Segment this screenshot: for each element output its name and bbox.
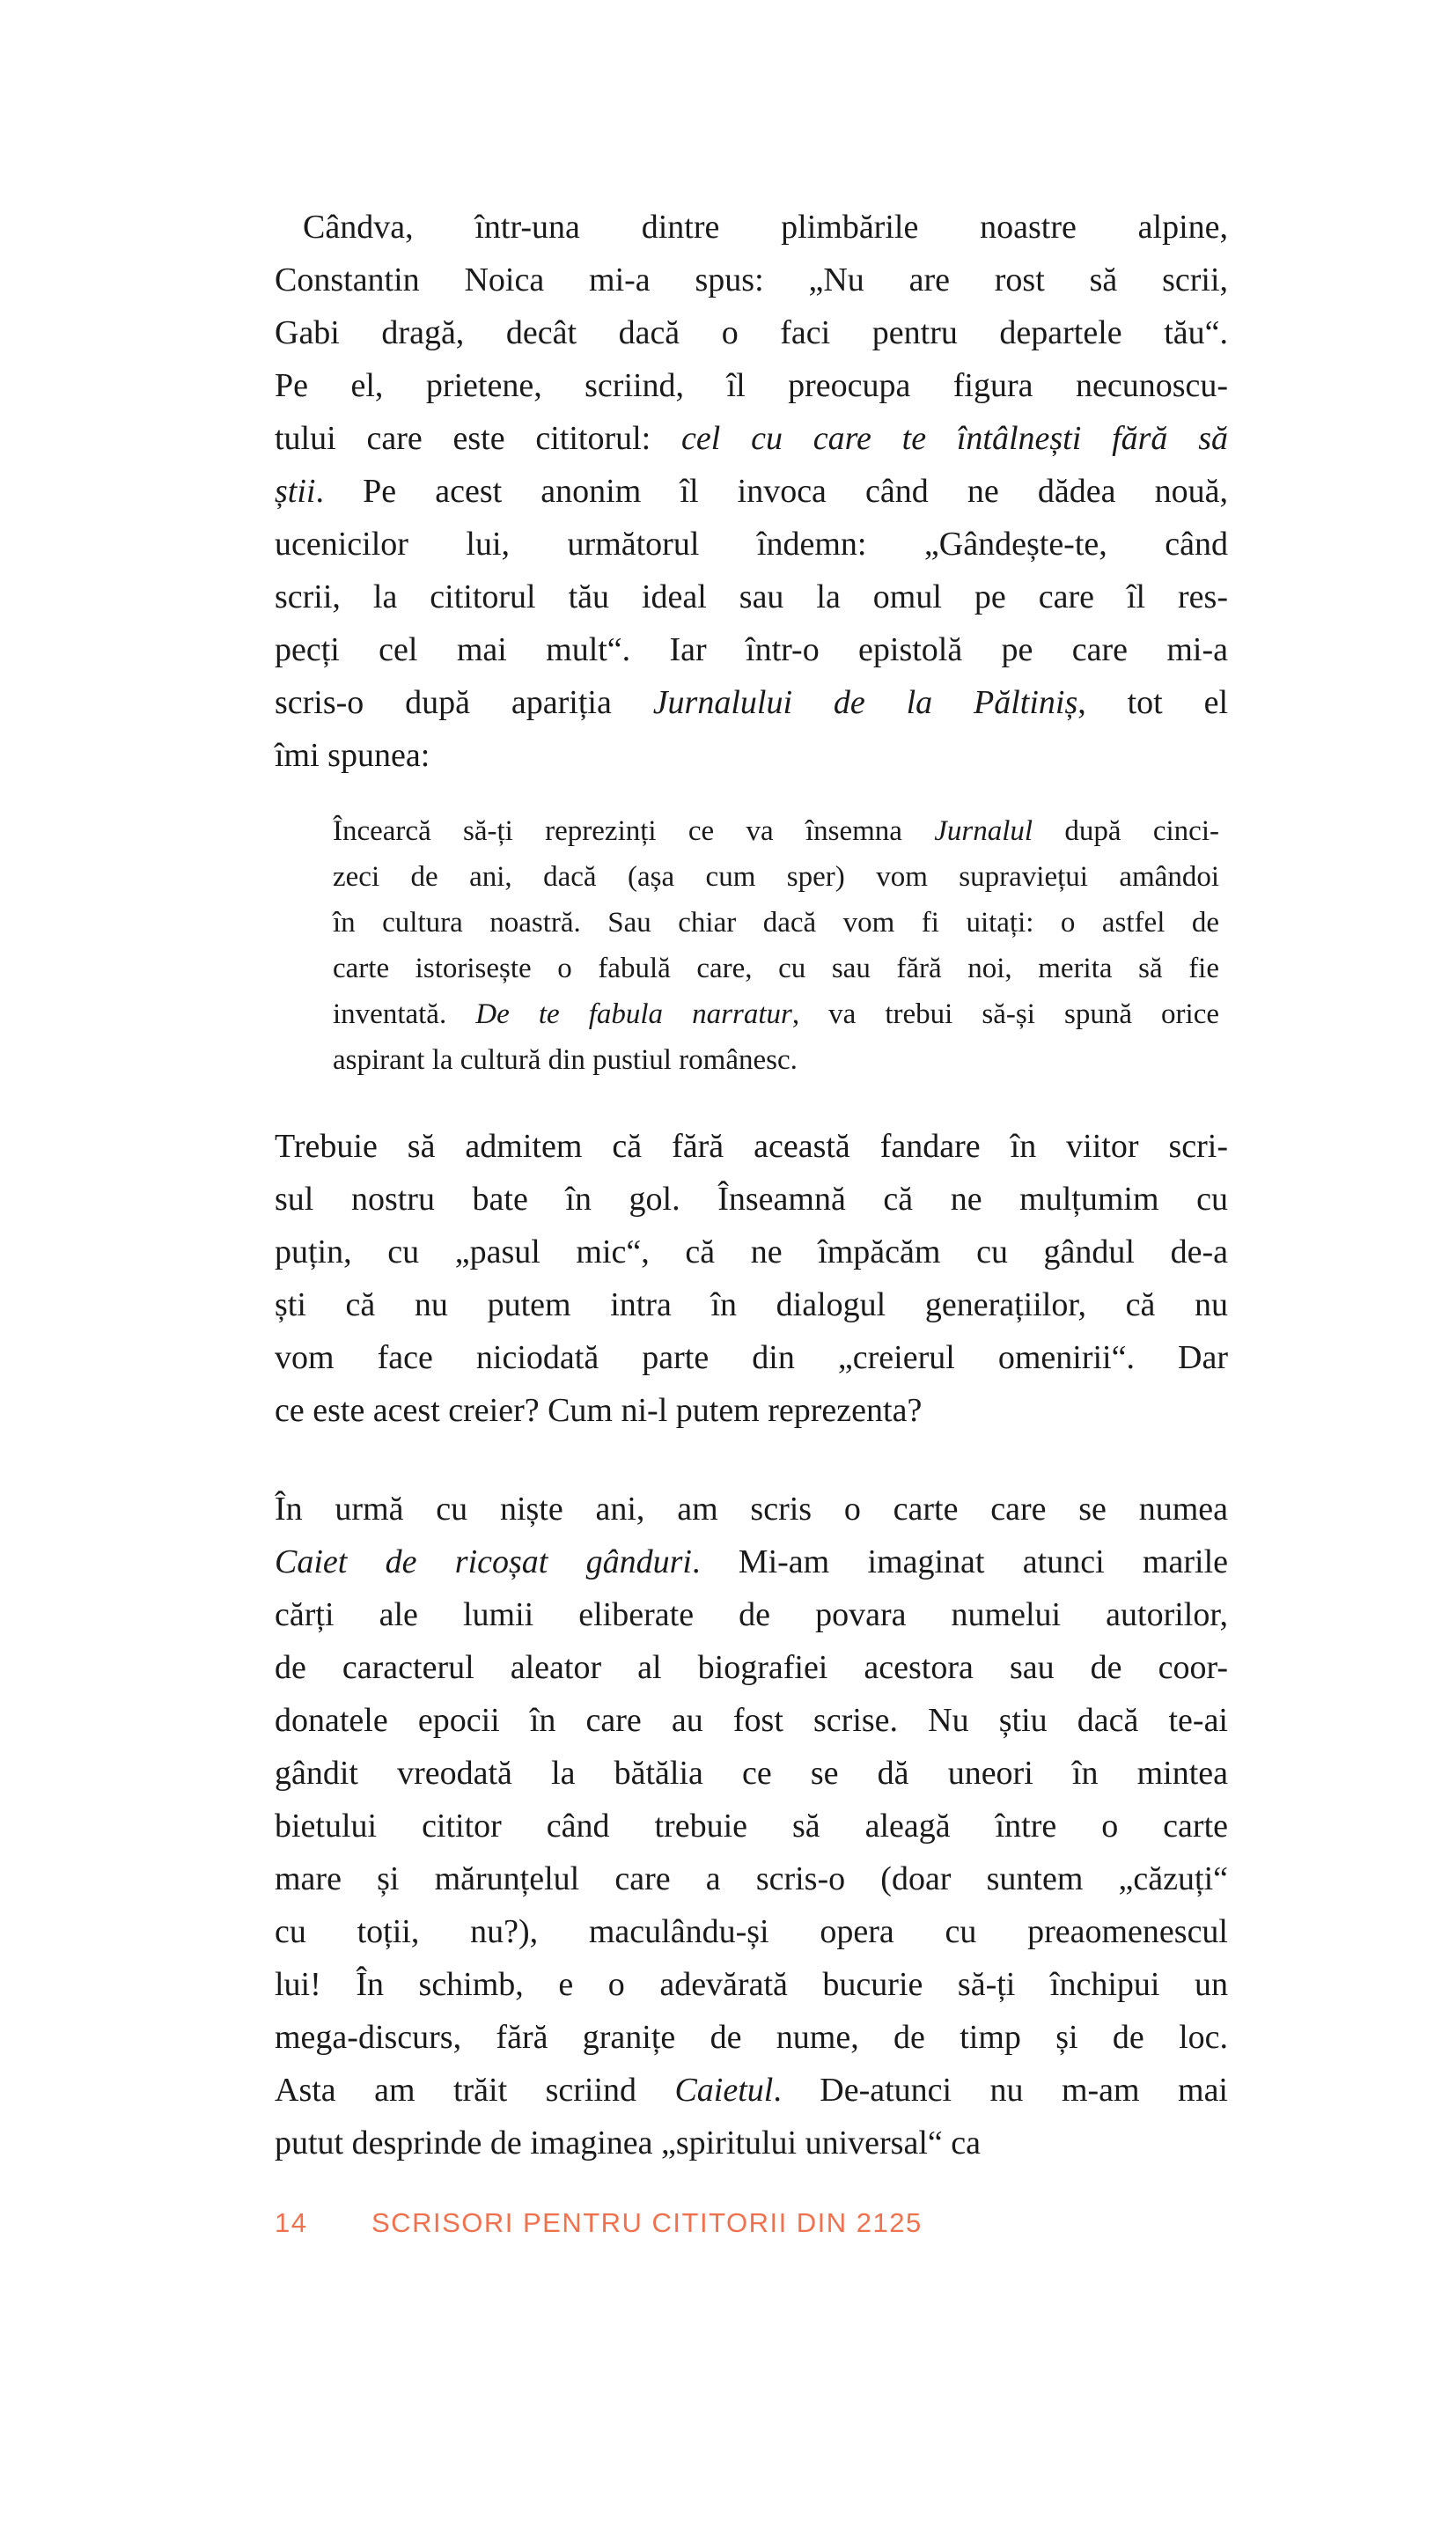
text-segment: sul nostru bate în gol. Înseamnă că ne mulțumim cu (275, 1181, 1228, 1218)
text-segment: Pe el, prietene, scriind, îl preocupa figura necunoscu- (275, 367, 1228, 404)
text-segment: îmi spunea: (275, 737, 430, 774)
italic-text-segment: Caiet de ricoșat gânduri (275, 1543, 692, 1580)
text-segment: de caracterul aleator al biografiei acestora sau de coor- (275, 1649, 1228, 1686)
text-segment: , tot el (1077, 684, 1229, 721)
text-segment: tului care este cititorul: (275, 420, 682, 457)
text-segment: aspirant la cultură din pustiul românesc. (333, 1044, 798, 1076)
text-segment: mare și mărunțelul care a scris-o (doar suntem „căzuți“ (275, 1860, 1228, 1897)
italic-text-segment: Caietul (674, 2072, 774, 2109)
text-segment: în cultura noastră. Sau chiar dacă vom fi uitați: o astfel de (333, 907, 1219, 939)
text-segment: inventată. (333, 998, 476, 1030)
text-line (275, 2011, 1228, 2064)
text-segment: scrii, la cititorul tău ideal sau la omul pe care îl res- (275, 578, 1228, 615)
text-segment: cărți ale lumii eliberate de povara numelui autorilor, (275, 1596, 1228, 1633)
text-line (275, 1384, 1228, 1437)
italic-text-segment: știi (275, 473, 316, 510)
text-segment: donatele epocii în care au fost scrise. Nu știu dacă te-ai (275, 1702, 1228, 1739)
paragraph (275, 1483, 1228, 2169)
text-line (333, 991, 1219, 1037)
text-line (275, 571, 1228, 623)
text-segment: zeci de ani, dacă (așa cum sper) vom supraviețui amândoi (333, 861, 1219, 893)
text-segment: . De-atunci nu m-am mai (773, 2072, 1228, 2109)
text-segment: Trebuie să admitem că fără această fandare în viitor scri- (275, 1128, 1228, 1165)
italic-text-segment: De te fabula narratur (475, 998, 792, 1030)
text-line (275, 254, 1228, 306)
text-line (333, 1037, 1219, 1083)
text-segment: vom face niciodată parte din „creierul omenirii“. Dar (275, 1339, 1228, 1376)
text-line (275, 1958, 1228, 2011)
italic-text-segment: cel cu care te întâlnești fără să (681, 420, 1228, 457)
text-segment: putut desprinde de imaginea „spiritului universal“ ca (275, 2125, 981, 2161)
text-segment: ce este acest creier? Cum ni-l putem reprezenta? (275, 1392, 923, 1429)
footer (275, 2208, 1243, 2238)
text-line (333, 854, 1219, 900)
text-segment: Cândva, într-una dintre plimbările noastre alpine, (303, 209, 1228, 246)
text-segment: În urmă cu niște ani, am scris o carte care se numea (275, 1491, 1228, 1528)
text-line (275, 2064, 1228, 2117)
text-segment: bietului cititor când trebuie să aleagă între o carte (275, 1808, 1228, 1845)
text-line (275, 1331, 1228, 1384)
text-segment: carte istorisește o fabulă care, cu sau fără noi, merita să fie (333, 953, 1219, 984)
text-segment: cu toții, nu?), maculându-și opera cu preaomenescul (275, 1913, 1228, 1950)
text-line (275, 1905, 1228, 1958)
text-segment: . Mi-am imaginat atunci marile (692, 1543, 1228, 1580)
text-line (275, 1278, 1228, 1331)
block-quote (333, 808, 1219, 1083)
page-number: 14 (275, 2207, 308, 2238)
text-line (275, 1226, 1228, 1278)
text-line (275, 1747, 1228, 1800)
text-segment: Gabi dragă, decât dacă o faci pentru departele tău“. (275, 314, 1228, 351)
text-line (275, 1535, 1228, 1588)
text-line (275, 201, 1228, 254)
text-line (333, 946, 1219, 991)
text-segment: pecți cel mai mult“. Iar într-o epistolă pe care mi-a (275, 631, 1228, 668)
text-segment: scris-o după apariția (275, 684, 653, 721)
text-segment: , va trebui să-și spună orice (791, 998, 1219, 1030)
text-line (275, 1120, 1228, 1173)
italic-text-segment: Jurnalului de la Păltiniș (652, 684, 1078, 721)
text-segment: mega-discurs, fără granițe de nume, de timp și de loc. (275, 2019, 1228, 2056)
text-line (275, 412, 1228, 465)
text-line (275, 465, 1228, 518)
running-title: SCRISORI PENTRU CITITORII DIN 2125 (371, 2207, 923, 2238)
text-segment: lui! În schimb, e o adevărată bucurie să-ți închipui un (275, 1966, 1228, 2003)
text-line (333, 900, 1219, 946)
text-line (275, 1852, 1228, 1905)
text-segment: puțin, cu „pasul mic“, că ne împăcăm cu gândul de-a (275, 1233, 1228, 1270)
text-line (275, 1173, 1228, 1226)
text-line (275, 359, 1228, 412)
text-line (275, 306, 1228, 359)
text-line (275, 1588, 1228, 1641)
text-line (275, 676, 1228, 729)
text-segment: ucenicilor lui, următorul îndemn: „Gândește-te, când (275, 526, 1228, 563)
text-line (275, 1800, 1228, 1852)
text-segment: Constantin Noica mi-a spus: „Nu are rost să scrii, (275, 261, 1228, 298)
text-segment: . Pe acest anonim îl invoca când ne dădea nouă, (315, 473, 1228, 510)
italic-text-segment: Jurnalul (934, 815, 1033, 847)
text-line (275, 1641, 1228, 1694)
text-segment: Asta am trăit scriind (275, 2072, 675, 2109)
text-line (275, 1694, 1228, 1747)
text-line (275, 518, 1228, 571)
text-line (333, 808, 1219, 854)
text-line (275, 729, 1228, 782)
text-segment: ști că nu putem intra în dialogul generațiilor, că nu (275, 1286, 1228, 1323)
paragraph (275, 1120, 1228, 1437)
text-line (275, 2117, 1228, 2169)
text-line (275, 623, 1228, 676)
paragraph (275, 201, 1228, 782)
body-text (275, 201, 1228, 2169)
text-line (275, 1483, 1228, 1535)
text-segment: Încearcă să-ți reprezinți ce va însemna (333, 815, 935, 847)
text-segment: după cinci- (1033, 815, 1219, 847)
text-segment: gândit vreodată la bătălia ce se dă uneori în mintea (275, 1755, 1228, 1792)
